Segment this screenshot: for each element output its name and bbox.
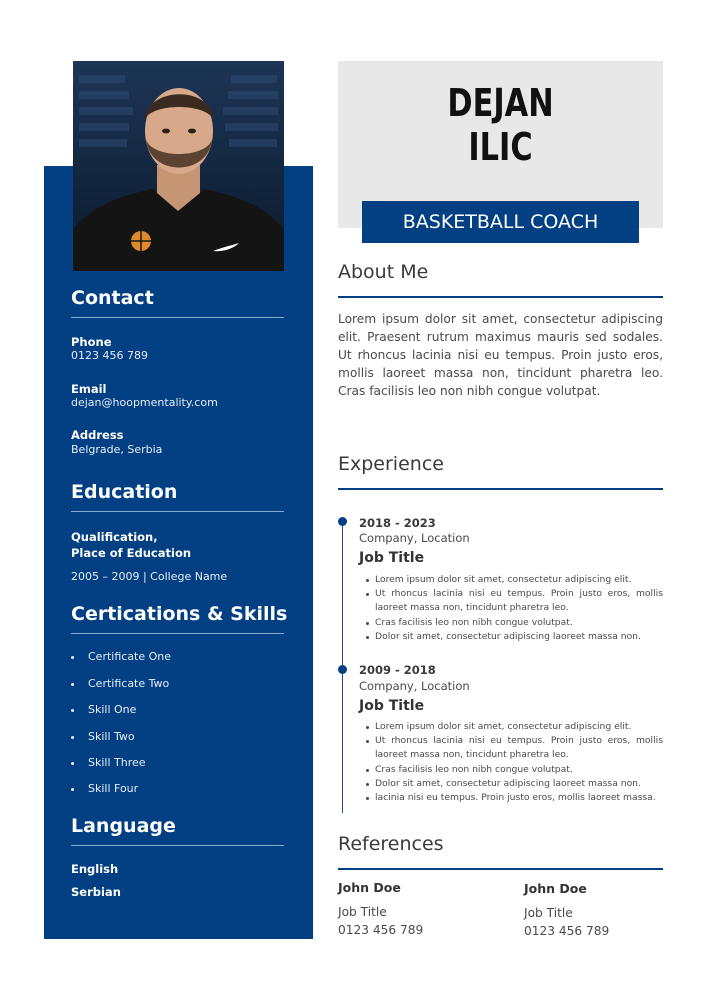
list-item: lacinia nisi eu tempus. Proin justo eros, mollis laoreet massa. <box>375 791 663 805</box>
job-bullets <box>375 720 663 805</box>
language-item: English <box>71 862 119 876</box>
skill-label: Skill Two <box>88 730 135 743</box>
job-title: Job Title <box>359 698 425 714</box>
skills-divider <box>71 633 284 634</box>
bullet-icon <box>71 762 74 765</box>
timeline-dot-icon <box>338 665 347 674</box>
education-divider <box>71 511 284 512</box>
job-title: Job Title <box>359 550 425 566</box>
list-item: Cras facilisis leo non nibh congue volutpat. <box>375 616 663 630</box>
language-divider <box>71 845 284 846</box>
list-item <box>88 677 169 690</box>
reference-name: John Doe <box>338 880 401 895</box>
reference-phone: 0123 456 789 <box>338 923 424 937</box>
skills-list <box>88 650 284 800</box>
list-item: Lorem ipsum dolor sit amet, consectetur adipiscing elit. <box>375 573 663 587</box>
list-item: Ut rhoncus lacinia nisi eu tempus. Proin justo eros, mollis laoreet massa non, tincidunt pharetra leo. <box>375 587 663 615</box>
list-item: Ut rhoncus lacinia nisi eu tempus. Proin justo eros, mollis laoreet massa non, tincidunt pharetra leo. <box>375 734 663 762</box>
job-company: Company, Location <box>359 531 470 545</box>
experience-divider <box>338 488 663 490</box>
reference-title: Job Title <box>338 905 387 919</box>
about-text: Lorem ipsum dolor sit amet, consectetur adipiscing elit. Praesent rutrum maximus mauris sed sodales. Ut rhoncus lacinia nisi eu tempus. Proin justo eros, mollis laoreet massa non, tincidunt pharetra leo. Cras facilisis leo non nibh congue volutpat. <box>338 312 663 398</box>
references-divider <box>338 868 663 870</box>
education-place: Place of Education <box>71 546 192 560</box>
list-item <box>88 782 138 795</box>
skill-label: Certificate One <box>88 650 172 663</box>
bullet-icon <box>71 736 74 739</box>
skill-label: Skill Three <box>88 756 146 769</box>
email-value[interactable]: dejan@hoopmentality.com <box>71 396 218 409</box>
about-divider <box>338 296 663 298</box>
list-item <box>88 703 136 716</box>
skill-label: Certificate Two <box>88 677 170 690</box>
list-item <box>88 756 146 769</box>
education-dates: 2005 – 2009 | College Name <box>71 570 228 583</box>
first-name: DEJAN <box>447 81 554 125</box>
bullet-icon <box>71 709 74 712</box>
job-years: 2009 - 2018 <box>359 663 436 677</box>
contact-heading: Contact <box>71 287 154 309</box>
bullet-icon <box>71 788 74 791</box>
list-item: Cras facilisis leo non nibh congue volutpat. <box>375 763 663 777</box>
timeline-dot-icon <box>338 517 347 526</box>
person-name <box>371 81 631 169</box>
bullet-icon <box>71 683 74 686</box>
address-value: Belgrade, Serbia <box>71 443 163 456</box>
skill-label: Skill One <box>88 703 137 716</box>
reference-name: John Doe <box>524 881 587 896</box>
bullet-icon <box>71 656 74 659</box>
education-qualification: Qualification, <box>71 530 158 544</box>
language-heading: Language <box>71 815 176 837</box>
list-item <box>88 730 135 743</box>
experience-heading: Experience <box>338 453 444 475</box>
profile-photo <box>73 61 284 271</box>
references-heading: References <box>338 833 444 855</box>
list-item <box>88 650 171 663</box>
reference-phone: 0123 456 789 <box>524 924 610 938</box>
email-label: Email <box>71 382 107 396</box>
list-item: Dolor sit amet, consectetur adipiscing laoreet massa non. <box>375 630 663 644</box>
list-item: Dolor sit amet, consectetur adipiscing laoreet massa non. <box>375 777 663 791</box>
job-role-banner: BASKETBALL COACH <box>362 201 639 243</box>
skills-heading: Certications & Skills <box>71 603 288 625</box>
skill-label: Skill Four <box>88 782 139 795</box>
job-bullets <box>375 573 663 644</box>
phone-label: Phone <box>71 335 112 349</box>
address-label: Address <box>71 428 124 442</box>
contact-divider <box>71 317 284 318</box>
language-item: Serbian <box>71 885 121 899</box>
reference-title: Job Title <box>524 906 573 920</box>
list-item: Lorem ipsum dolor sit amet, consectetur adipiscing elit. <box>375 720 663 734</box>
job-company: Company, Location <box>359 679 470 693</box>
about-heading: About Me <box>338 261 429 283</box>
phone-value: 0123 456 789 <box>71 349 148 362</box>
last-name: ILIC <box>468 125 533 169</box>
education-heading: Education <box>71 481 178 503</box>
job-years: 2018 - 2023 <box>359 516 436 530</box>
